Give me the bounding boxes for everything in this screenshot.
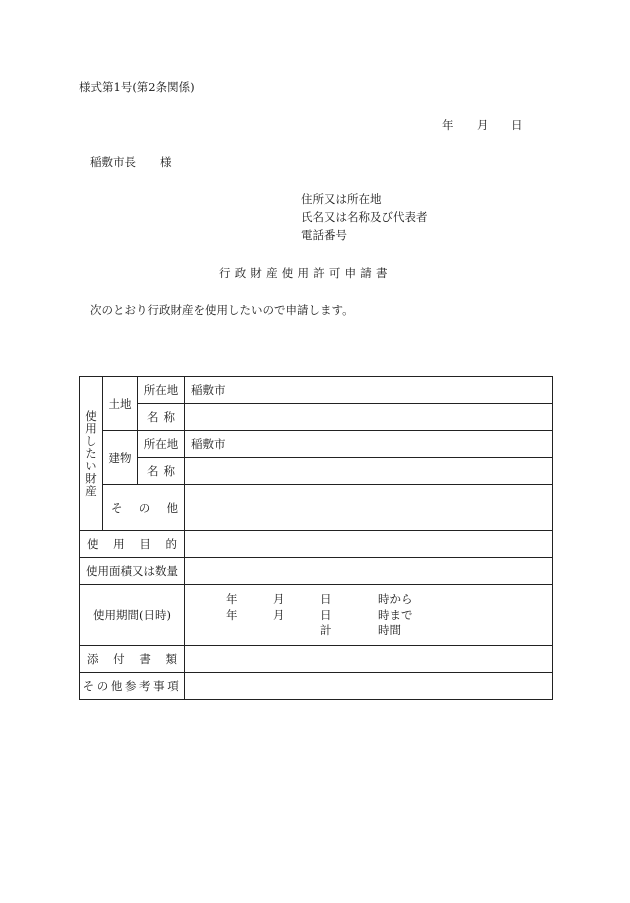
- attachments-char-3: 書: [139, 652, 151, 666]
- period-from-year: 年: [226, 592, 238, 607]
- building-label: 建物: [103, 431, 138, 485]
- property-header-cell: [80, 377, 103, 531]
- land-location-label: 所在地: [138, 377, 185, 404]
- area-value[interactable]: [185, 558, 553, 585]
- other-value[interactable]: [185, 485, 553, 531]
- building-name-label-cell: [138, 458, 185, 485]
- period-to-day: 日: [320, 607, 332, 622]
- land-name-char-2: 称: [163, 410, 175, 424]
- application-table: [79, 376, 553, 700]
- attachments-char-1: 添: [87, 652, 99, 666]
- other-notes-value[interactable]: [185, 673, 553, 700]
- period-to-suffix: 時まで: [378, 607, 413, 622]
- attachments-label-cell: [80, 646, 185, 673]
- period-total-suffix: 時間: [378, 623, 401, 638]
- period-from-month: 月: [273, 592, 285, 607]
- applicant-address-label: 住所又は所在地: [301, 192, 382, 206]
- building-name-value[interactable]: [185, 458, 553, 485]
- building-location-value[interactable]: 稲敷市: [185, 431, 553, 458]
- attachments-char-4: 類: [165, 652, 177, 666]
- building-location-label: 所在地: [138, 431, 185, 458]
- purpose-char-1: 使: [87, 537, 99, 551]
- attachments-value[interactable]: [185, 646, 553, 673]
- applicant-name-label: 氏名又は名称及び代表者: [301, 210, 428, 224]
- building-name-char-1: 名: [147, 464, 159, 478]
- land-name-value[interactable]: [185, 404, 553, 431]
- date-year: 年: [442, 118, 454, 132]
- date-day: 日: [511, 118, 523, 132]
- purpose-char-3: 目: [139, 537, 151, 551]
- period-from-day: 日: [320, 592, 332, 607]
- other-char-2: の: [138, 500, 151, 515]
- purpose-char-4: 的: [165, 537, 177, 551]
- building-name-char-2: 称: [163, 464, 175, 478]
- other-notes-label: その他参考事項: [80, 673, 185, 700]
- property-header: 使用したい財産: [84, 409, 98, 498]
- land-label: 土地: [103, 377, 138, 431]
- period-grid: [226, 593, 552, 637]
- land-name-label-cell: [138, 404, 185, 431]
- date-month: 月: [477, 118, 489, 132]
- form-number: 様式第1号(第2条関係): [79, 80, 195, 94]
- other-char-3: 他: [166, 500, 178, 515]
- period-from-suffix: 時から: [378, 592, 413, 607]
- period-label: 使用期間(日時): [80, 585, 185, 646]
- land-location-value[interactable]: 稲敷市: [185, 377, 553, 404]
- addressee: 稲敷市長: [90, 155, 136, 169]
- period-total: 計: [320, 623, 332, 638]
- period-value[interactable]: [185, 585, 553, 646]
- period-to-month: 月: [273, 607, 285, 622]
- period-to-year: 年: [226, 607, 238, 622]
- intro-text: 次のとおり行政財産を使用したいので申請します。: [90, 303, 354, 317]
- attachments-char-2: 付: [113, 652, 125, 666]
- purpose-value[interactable]: [185, 531, 553, 558]
- purpose-char-2: 用: [113, 537, 125, 551]
- purpose-label-cell: [80, 531, 185, 558]
- applicant-phone-label: 電話番号: [301, 228, 347, 242]
- addressee-suffix: 様: [160, 155, 172, 169]
- other-char-1: そ: [111, 500, 123, 515]
- area-label: 使用面積又は数量: [80, 558, 185, 585]
- document-title: 行政財産使用許可申請書: [219, 266, 392, 280]
- land-name-char-1: 名: [147, 410, 159, 424]
- other-label-cell: [103, 485, 185, 531]
